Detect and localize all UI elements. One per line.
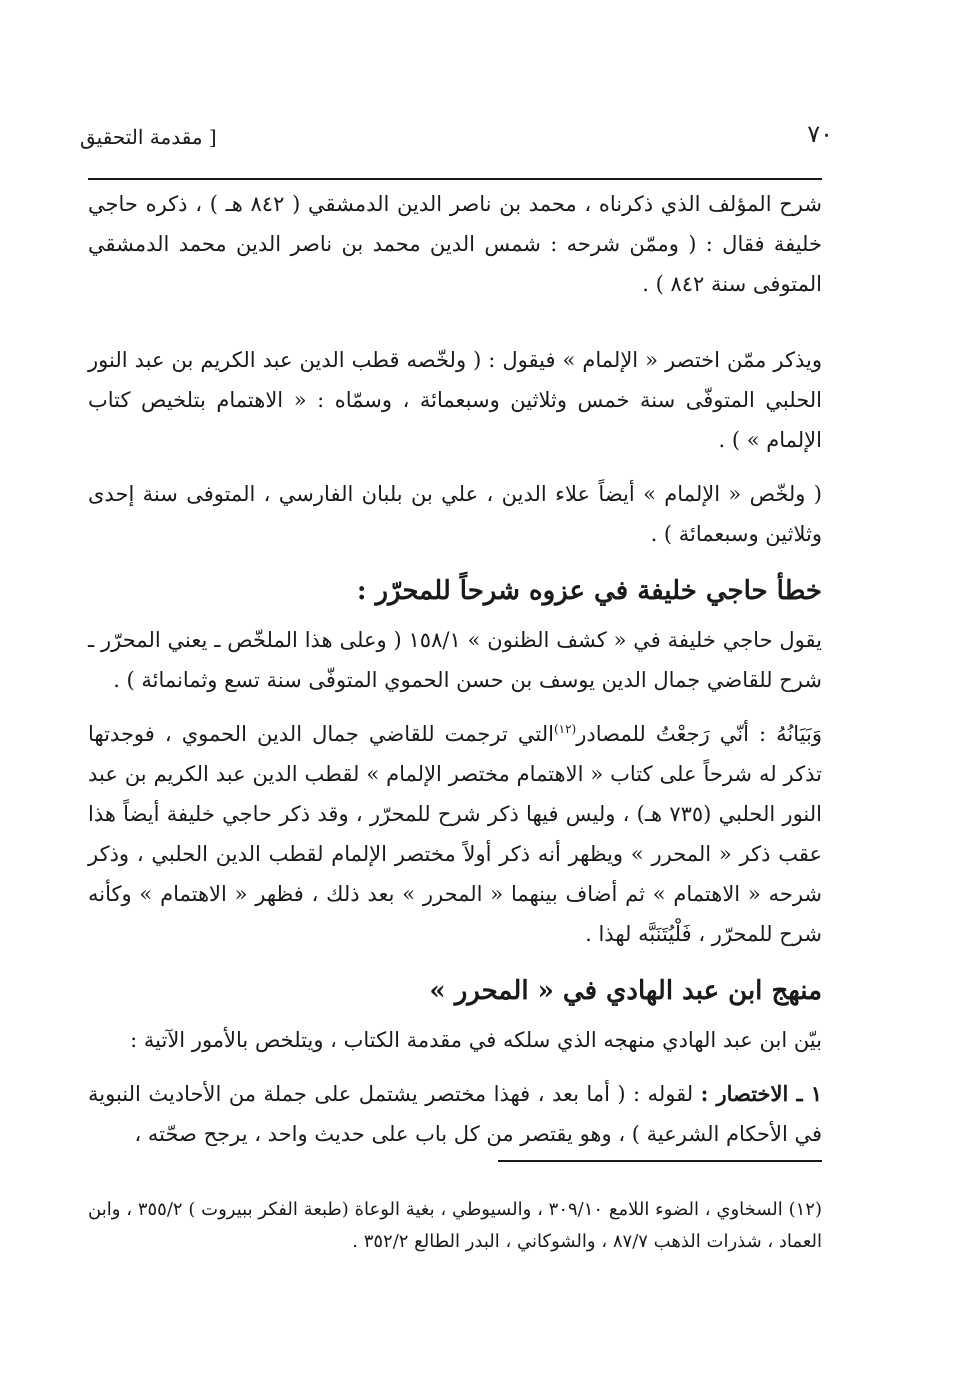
paragraph-4: يقول حاجي خليفة في « كشف الظنون » ١٥٨/١ ( وعلى هذا الملخّص ـ يعني المحرّر ـ شرح للقاضي جمال الدين يوسف بن حسن الحموي المتوفّى سنة تسع وثمانمائة ) .: [88, 628, 822, 692]
section-heading-error: خطأ حاجي خليفة في عزوه شرحاً للمحرّر :: [356, 576, 822, 606]
main-text: [88, 184, 822, 1154]
footnote-12: (١٢) السخاوي ، الضوء اللامع ٣٠٩/١٠ ، والسيوطي ، بغية الوعاة (طبعة الفكر ببيروت ) ٣٥٥/٢ ، وابن العماد ، شذرات الذهب ٨٧/٧ ، والشوكاني ، البدر الطالع ٣٥٢/٢ .: [88, 1199, 822, 1252]
paragraph-3: ( ولخّص « الإلمام » أيضاً علاء الدين ، علي بن بلبان الفارسي ، المتوفى سنة إحدى وثلاثين وسبعمائة ) .: [88, 482, 822, 546]
paragraph-5-rest: التي ترجمت للقاضي جمال الدين الحموي ، فوجدتها تذكر له شرحاً على كتاب « الاهتمام مختصر الإلمام » لقطب الدين عبد الكريم بن عبد النور الحلبي (٧٣٥ هـ) ، وليس فيها ذكر شرح للمحرّر ، وقد ذكر حاجي خليفة أيضاً هذا عقب ذكر « المحرر » ويظهر أنه ذكر أولاً مختصر الإلمام لقطب الدين الحلبي ، وذكر شرحه « الاهتمام » ثم أضاف بينهما « المحرر » بعد ذلك ، فظهر « الاهتمام » وكأنه شرح للمحرّر ، فَلْيُتَنَبَّه لهذا .: [88, 722, 822, 946]
section-heading-method: منهج ابن عبد الهادي في « المحرر »: [429, 976, 822, 1006]
paragraph-5-start: وَبَيَانُهُ : أنّي رَجعْتُ للمصادر: [576, 722, 822, 746]
header-rule: [88, 178, 822, 180]
footnotes: [88, 1194, 822, 1258]
running-title: [ مقدمة التحقيق: [80, 125, 217, 149]
footnote-ref: (١٢): [553, 722, 577, 736]
paragraph-1: شرح المؤلف الذي ذكرناه ، محمد بن ناصر الدين الدمشقي ( ٨٤٢ هـ ) ، ذكره حاجي خليفة فقال : ( وممّن شرحه : شمس الدين محمد بن ناصر الدين محمد الدمشقي المتوفى سنة ٨٤٢ ) .: [88, 192, 822, 296]
page-number: ٧٠: [807, 120, 833, 148]
list-item-1-lead: ١ ـ الاختصار :: [700, 1081, 823, 1106]
paragraph-6: بيّن ابن عبد الهادي منهجه الذي سلكه في مقدمة الكتاب ، ويتلخص بالأمور الآتية :: [130, 1028, 822, 1052]
paragraph-5: [88, 714, 822, 954]
list-item-1: [88, 1074, 822, 1154]
paragraph-2: ويذكر ممّن اختصر « الإلمام » فيقول : ( ولخّصه قطب الدين عبد الكريم بن عبد النور الحلبي المتوفّى سنة خمس وثلاثين وسبعمائة ، وسمّاه : « الاهتمام بتلخيص كتاب الإلمام » ) .: [88, 348, 822, 452]
footnote-rule: [498, 1160, 822, 1162]
list-item-1-text: لقوله : ( أما بعد ، فهذا مختصر يشتمل على جملة من الأحاديث النبوية في الأحكام الشرعية ) ، وهو يقتصر من كل باب على حديث واحد ، يرجح صحّته ،: [88, 1082, 822, 1146]
